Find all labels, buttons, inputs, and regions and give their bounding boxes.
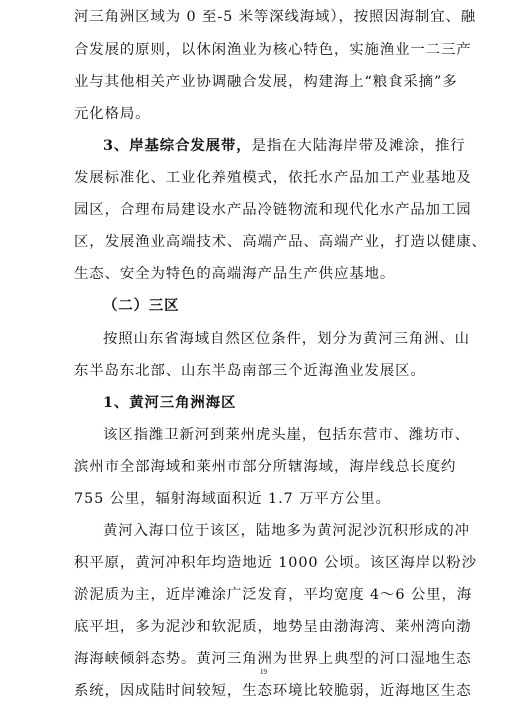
text-line: 755 公里，辐射海域面积近 1.7 万平方公里。 [74, 491, 391, 507]
text-line: 合发展的原则，以休闲渔业为核心特色，实施渔业一二三产 [74, 42, 472, 58]
text-line: 系统，因成陆时间较短，生态环境比较脆弱，近海地区生态 [74, 683, 472, 699]
text-line: 底平坦，多为泥沙和软泥质，地势呈由渤海湾、莱州湾向渤 [74, 619, 472, 635]
text-line: 元化格局。 [74, 106, 151, 122]
text-line: 生态、安全为特色的高端海产品生产供应基地。 [74, 266, 396, 282]
text-line: 积平原，黄河冲积年均造地近 1000 公顷。该区海岸以粉沙 [74, 555, 477, 571]
text-line: 按照山东省海域自然区位条件，划分为黄河三角洲、山 [103, 331, 470, 347]
text-line: 区，发展渔业高端技术、高端产品、高端产业，打造以健康、 [74, 234, 487, 250]
text-line: 发展标准化、工业化养殖模式，依托水产品加工产业基地及 [74, 170, 472, 186]
text-line: 黄河入海口位于该区，陆地多为黄河泥沙沉积形成的冲 [103, 523, 470, 539]
section-heading: （二）三区 [103, 297, 180, 314]
text-line: 河三角洲区域为 0 至-5 米等深线海域），按照因海制宜、融 [74, 9, 477, 25]
text-line: 园区，合理布局建设水产品冷链物流和现代化水产品加工园 [74, 202, 472, 218]
text-line: 该区指潍卫新河到莱州虎头崖，包括东营市、潍坊市、 [103, 427, 470, 443]
text-line: 东半岛东北部、山东半岛南部三个近海渔业发展区。 [74, 363, 426, 379]
text-line: 淤泥质为主，近岸滩涂广泛发育，平均宽度 4～6 公里，海 [74, 587, 473, 603]
text-line: 海海峡倾斜态势。黄河三角洲为世界上典型的河口湿地生态 [74, 651, 472, 667]
subsection-heading: 1、黄河三角洲海区 [103, 394, 237, 411]
paragraph-first-line [103, 136, 466, 156]
inline-heading: 3、岸基综合发展带， [103, 137, 252, 154]
text-line: 业与其他相关产业协调融合发展，构建海上“粮食采摘”多 [74, 74, 458, 90]
text-line: 滨州市全部海域和莱州市部分所辖海域，海岸线总长度约 [74, 459, 457, 475]
page-number: 19 [260, 668, 267, 676]
text-span: 是指在大陆海岸带及滩涂，推行 [251, 138, 466, 154]
